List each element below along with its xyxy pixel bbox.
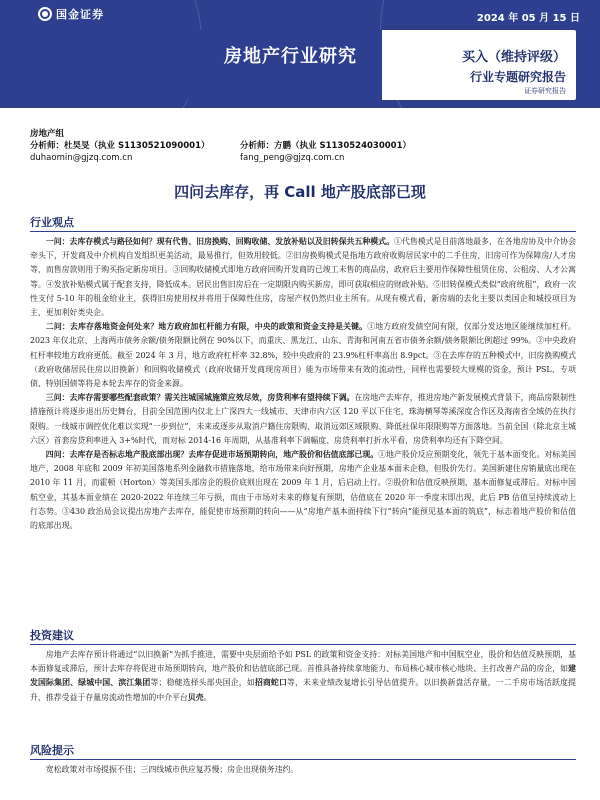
paragraph: 一问：去库存模式与路径如何？现有代售、旧房换购、回购收储、发放补贴以及旧转保共五种模式。①代售模式是目前落地最多，在各地房协及中介协会牵头下，开发商及中介机构自发组织更美活动，最易推行，但效用较低。②旧房换购模式是指地方政府收购居民家中的二手住房，旧房可作为保障房/人才房等，而售房款则用于购买指定新房项目。③回购收储模式即地方政府回购开发商的已竣工未售的商品房，政府后主要用作保障性租赁住房、公租房、人才公寓等。④发放补贴模式属于配套支持，降低成本。居民出售旧房后在一定期限内购买新房，即可获取相应的财政补贴。⑤旧转保模式类似“政府统租”，政府一次性支付 5-10 年的租金给业主，获得旧房使用权并将用于保障性住房，房屋产权仍然归业主所有。从现有模式看，新房端的去化主要以类国企和城投项目为主，更加利好类央企。: [30, 237, 576, 318]
report-title: 房地产行业研究: [224, 46, 357, 67]
section-heading: 投资建议: [30, 627, 576, 645]
analyst-2-email[interactable]: fang_peng@gjzq.com.cn: [240, 153, 345, 163]
paragraph: 房地产去库存预计将通过“以旧换新”为抓手推进，需要中央层面给予如 PSL 的政策和资金支持：对标美国地产和中国航空业，股价和估值反映预期，基本面修复或滞后，预计去库存将促进市场预期转向，地产股价和估值底部已现。首推具备持续拿地能力、布局核心城市核心地块、主打改善产品的房企，如建发国际集团、绿城中国、滨江集团等；稳健选择头部央国企，如招商蛇口等，未来业绩改复增长引导估值提升。以旧换新盘活存量，一二手房市场活跃度提升，推荐受益于存量房流动性增加的中介平台贝壳。: [30, 650, 576, 702]
logo-icon: [38, 7, 52, 21]
author-block: [30, 128, 411, 164]
section-viewpoint: [30, 214, 576, 533]
section-heading: 风险提示: [30, 742, 576, 760]
paragraph: 二问：去库存落地资金何处来？地方政府加杠杆能力有限，中央的政策和资金支持是关键。①地方政府发债空间有限，仅部分发达地区能继续加杠杆。2023 年仅北京、上海两市债务余额/债务限额比例在 90%以下，而重庆、黑龙江、山东、青海和河南五省市债务余额/债务限额比例超过 99%。②中央政府杠杆率较地方政府更低。截至 2024 年 3 月，地方政府杠杆率 32.8%，较中央政府的 23.9%杠杆率高出 8.9pct。③在去库存的五种模式中，旧房换购模式（政府收储居民住房以旧换新）和回购收储模式（政府收储开发商现房项目）能为市场带来有效的流动性，同样也需要较大规模的资金，预计 PSL、专项债、特别国债等将是本轮去库存的资金来源。: [30, 322, 576, 389]
paragraph: 四问：去库存是否标志地产股底部出现？去库存促进市场预期转向，地产股价和估值底部已现。①地产股价反应预期变化，领先于基本面变化。对标美国地产，2008 年底和 2009 年初美国落地系列金融救市措施落地，给市场带来向好预期，房地产企业基本面未企稳，但股价先行。美国新建住房销量底出现在 2010 年 11 月，而霍顿（Horton）等美国头部房企的股价底则出现在 2009 年 1 月，后启动上行。②股价和估值反映预期，基本面修复或滞后。对标中国航空业，其基本面业绩在 2020-2022 年连续三年亏损，而由于市场对未来的修复有预期，估值底在 2020 年一季度末即出现，此后 PB 估值呈持续波动上行态势。③430 政治局会议提出房地产去库存，能促使市场预期的转向——从“房地产基本面持续下行”转向“能预见基本面的筑底”，标志着地产股价和估值的底部出现。: [30, 450, 576, 531]
paragraph: 三问：去库存需要哪些配套政策？需关注城国城施策应效尽效，房贷利率有望持续下调。在房地产去库存，推进房地产新发展模式背景下，商品房限制性措施预计将逐步退出历史舞台，目前全国范围内仅北上广深四大一线城市、天津市内六区 120 平以下住宅，珠海横琴等溪深度合作区及海南省全域仍在执行限购。一线城市调控优化难以实现“一步到位”，未来或逐步从取消户籍住房限购、取消远郊区域限购、降低社保年限限购等方面落地。当前全国（除北京主城六区）首套房贷利率进入 3+%时代，而对标 2014-16 年周期，从基准利率下调幅度、房贷利率打折水平看，房贷利率均还有下降空间。: [30, 393, 576, 445]
analyst-2: 分析师：方鹏（执业 S1130524030001）: [240, 141, 411, 151]
analyst-1: 分析师：杜昊旻（执业 S1130521090001）: [30, 141, 210, 151]
analyst-1-email[interactable]: duhaomin@gjzq.com.cn: [30, 153, 133, 163]
report-header: [0, 0, 600, 108]
section-heading: 行业观点: [30, 214, 576, 232]
section-risk: [30, 742, 576, 777]
report-date: 2024 年 05 月 15 日: [476, 13, 580, 24]
report-type: 行业专题研究报告: [469, 70, 566, 84]
report-main-title: 四问去库存，再 Call 地产股底部已现: [174, 183, 426, 201]
report-subtitle: 证券研究报告: [524, 87, 566, 95]
section-investment: [30, 627, 576, 705]
logo-text: 国金证券: [56, 8, 104, 21]
paragraph: 宽松政策对市场提振不佳；三四线城市供应复苏慢；房企出现债务违约。: [45, 765, 299, 774]
team-name: 房地产组: [30, 129, 65, 139]
rating: 买入（维持评级）: [461, 50, 566, 65]
logo: [38, 6, 104, 22]
